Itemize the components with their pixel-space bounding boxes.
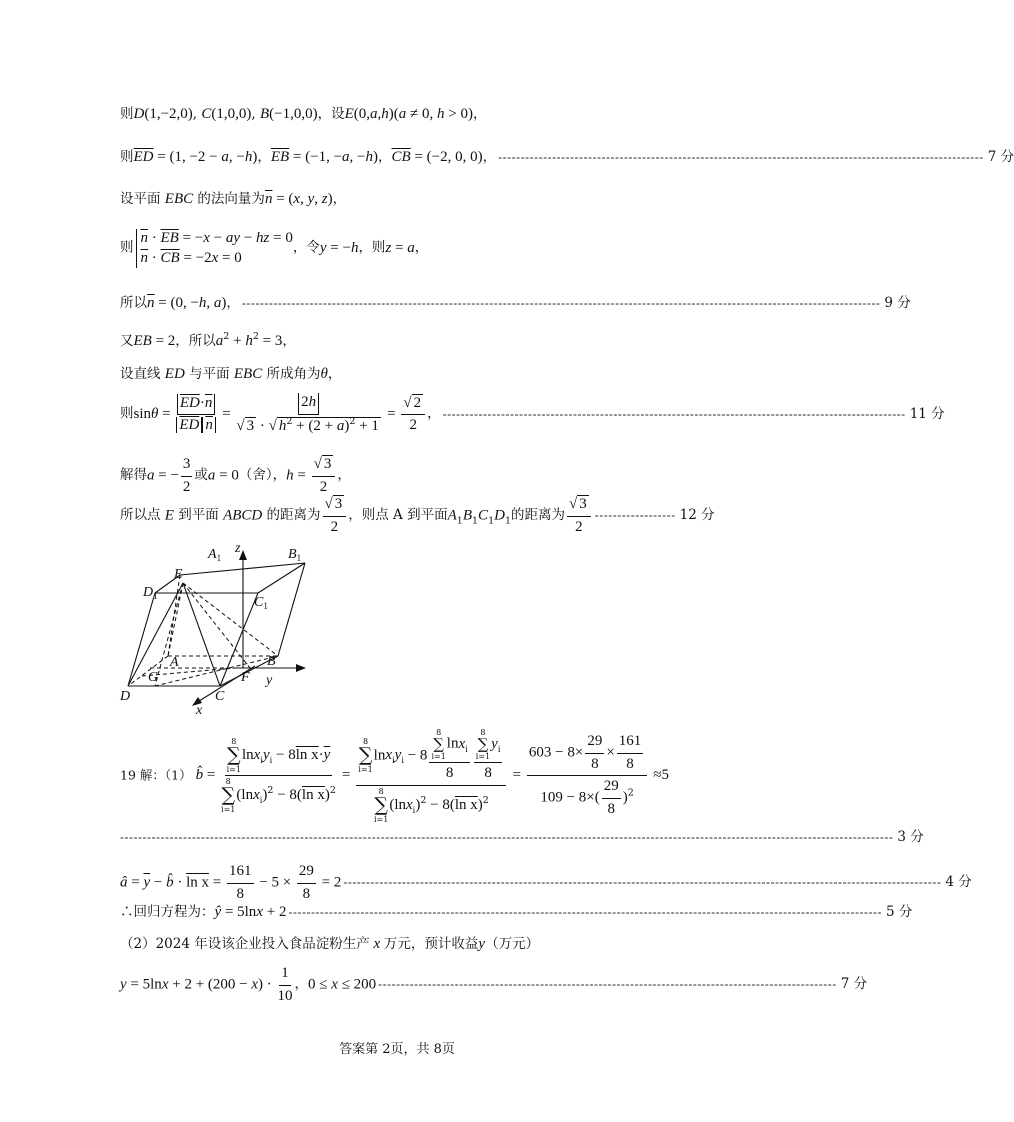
fraction-value: $\frac{2h}{√ 3 \cdot √ h^2 + (2 + a)^2 + 1}$: [236, 394, 379, 434]
leader-dashes: ----------------------------------------------------------------------------------------------------------------------------------------------------------------------------: [120, 829, 894, 844]
label-D1: $D_1$: [143, 585, 158, 601]
leader-dashes: ------------------------------------------------------------------------------------------------------------: [498, 149, 984, 164]
line-coordinates: 则D(1,−2,0), C(1,0,0), B(−1,0,0)，设E(0,a,h)(a ≠ 0, h > 0)，: [120, 106, 487, 122]
line-solve: 解得a = − $\frac{3}{2}$ 或a = 0（舍），h = $\frac{√ 3}{2}$ ，: [120, 456, 351, 495]
fraction-b-numeric: 603 − 8× $\frac{29}{8}$ × $\frac{161}{8}$ 109 − 8×( $\frac{29}{8}$ )$^2$: [527, 732, 647, 819]
fraction-result: $\frac{√ 2}{2}$: [401, 394, 425, 436]
line-b-hat: 19 解：（1） b̂ = 8 ∑ i=1 $\ln x_iy_i - 8\ln$ $x\cdot\overline{y}$ 8 ∑ i=1 $(\ln x_i)^2 - 8(\ln$ x)$^2$ = 8 ∑ i=1 $\ln x_iy_i - 8$ 8 ∑ i=1 lnx$_i$ 8 8 ∑ i=1 $y_i$ 8 8 ∑ i=1 $(\ln x_i)^2 - 8(\ln$ x)$^2$ = 603 − 8× $\frac{29}{8}$ × $\frac{161}{8}$ 109 − 8×( $\frac{29}{8}$ )$^2$ ≈5: [120, 728, 669, 824]
score: 11 分: [909, 405, 945, 422]
label-F: F: [241, 670, 250, 685]
leader-dashes: ------------------: [594, 508, 676, 523]
score: 9 分: [884, 294, 911, 311]
label-D: D: [120, 689, 131, 704]
leader-dashes: ----------------------------------------------------------------------------------------------------------------------------------------------: [241, 295, 881, 310]
line-system: 则 $\overline{n} \cdot \overline{EB} = -x$ − ay − hz = 0 $\overline{n} \cdot \overline{CB} = -2x = 0$ ，令y = −h，则z = a，: [120, 229, 657, 268]
label-C: C: [215, 689, 225, 704]
score: 7 分: [987, 148, 1014, 165]
score: 7 分: [840, 976, 868, 993]
label-z: z: [235, 541, 241, 556]
line-eb-length: 又EB = 2，所以$a^2 + h^2 = 3$，: [120, 331, 296, 349]
label-B: B: [267, 654, 276, 669]
equation-system: $\overline{n} \cdot \overline{EB} = -x$ − ay − hz = 0 $\overline{n} \cdot \overline{CB} = -2x = 0$: [136, 229, 293, 268]
line-a-hat: â = $\overline{y}$ − b̂ · ln x = $\frac{161}{8}$ − 5 × $\frac{29}{8}$ = 2 ------------------------------------------------------------------------------------------------------------------------------------- 4 分: [120, 863, 972, 902]
line-angle-setup: 设直线 ED 与平面 EBC 所成角为θ，: [120, 366, 342, 382]
line-regression-eq: ∴回归方程为：ŷ = 5lnx + 2 ------------------------------------------------------------------------------------------------------------------------------------ 5 分: [120, 903, 913, 920]
line-score-3: [120, 829, 924, 847]
fraction-b-expanded: 8 ∑ i=1 $\ln x_iy_i - 8$ 8 ∑ i=1 lnx$_i$ 8 8 ∑ i=1 $y_i$ 8 8 ∑ i=1 $(\ln x_i)^2 - 8(\ln$ x)$^2$: [356, 728, 506, 824]
label-x: x: [196, 703, 203, 718]
line-normal-result: 所以$\overline{n} = (0$, −h, a)， ---------------------------------------------------------------------------------------------------------------------------------------------- 9 分: [120, 294, 911, 311]
line-vectors: 则$\overline{ED} = (1$, −2 − a, −h)，$\overline{EB} = (-1$, −a, −h)，$\overline{CB} = (-2$, 0, 0)， ------------------------------------------------------------------------------------------------------------ 7 分: [120, 148, 1014, 165]
leader-dashes: -------------------------------------------------------------------------------------------------------------------------------------: [343, 875, 942, 890]
label-B1: $B_1$: [288, 547, 302, 563]
line-sin-theta: 则sinθ = $\overline{ED}\cdot\overline{n}$ $\overline{ED}$ $\overline{n}$ = $\frac{2h}{√ 3 \cdot √ h^2 + (2 + a)^2 + 1}$ = $\frac{√ 2}{2}$ ， ------------------------------------------------------------------------------------------------------- 11 分: [120, 393, 657, 436]
line-profit-fn: y = 5lnx + 2 + (200 − x) · $\frac{1}{10}$ ，0 ≤ x ≤ 200 ------------------------------------------------------------------------------------------------------ 7 分: [120, 965, 868, 1004]
line-distance: 所以点 E 到平面 ABCD 的距离为 $\frac{√ 3}{2}$ ，则点 A 到平面$A_1B_1C_1D_1$的距离为 $\frac{√ 3}{2}$ ------------------ 12 分: [120, 496, 715, 535]
label-y: y: [266, 673, 273, 688]
score: 3 分: [897, 829, 924, 845]
score: 12 分: [679, 507, 715, 524]
label-G: G: [148, 670, 159, 685]
leader-dashes: -------------------------------------------------------------------------------------------------------: [442, 406, 906, 421]
leader-dashes: ------------------------------------------------------------------------------------------------------------------------------------: [288, 904, 882, 919]
score: 4 分: [945, 874, 972, 891]
score: 5 分: [885, 903, 913, 920]
fraction-b-def: 8 ∑ i=1 $\ln x_iy_i - 8\ln$ $x\cdot\overline{y}$ 8 ∑ i=1 $(\ln x_i)^2 - 8(\ln$ x)$^2$: [221, 737, 336, 815]
line-normal-vector: 设平面 EBC 的法向量为$\overline{n} = (x$, y, z)，: [120, 191, 347, 207]
line-part2: （2）2024 年设该企业投入食品淀粉生产 x 万元，预计收益y（万元）: [120, 936, 540, 952]
label-E: E: [174, 567, 183, 582]
label-A: A: [170, 655, 179, 670]
label-A1: $A_1$: [208, 547, 222, 563]
label-C1: $C_1$: [254, 595, 268, 611]
parallelepiped-figure: [110, 538, 330, 716]
page-footer: 答案第 2页，共 8页: [339, 1042, 455, 1057]
fraction-dot: $\overline{ED}\cdot\overline{n}$ $\overline{ED}$ $\overline{n}$: [176, 394, 216, 436]
leader-dashes: ------------------------------------------------------------------------------------------------------: [378, 977, 837, 992]
